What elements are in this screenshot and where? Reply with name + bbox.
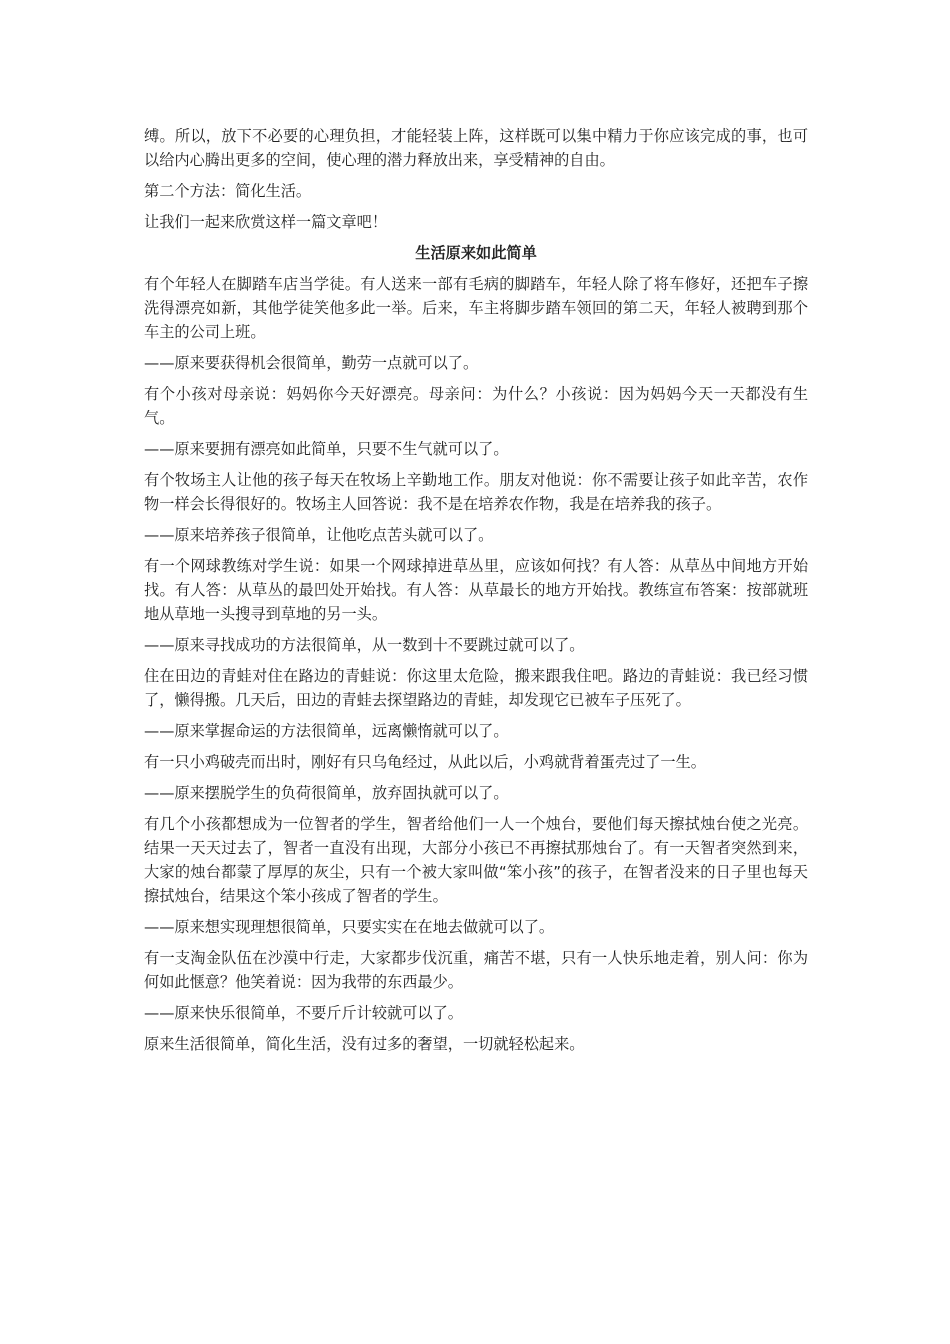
- story-paragraph: 住在田边的青蛙对住在路边的青蛙说：你这里太危险，搬来跟我住吧。路边的青蛙说：我已经习惯了，懒得搬。几天后，田边的青蛙去探望路边的青蛙，却发现它已被车子压死了。: [144, 667, 808, 709]
- conclusion-paragraph: 原来生活很简单，简化生活，没有过多的奢望，一切就轻松起来。: [144, 1035, 585, 1053]
- moral-line: ——原来摆脱学生的负荷很简单，放弃固执就可以了。: [144, 784, 509, 802]
- article-title: 生活原来如此简单: [415, 244, 537, 262]
- story-paragraph: 有个小孩对母亲说：妈妈你今天好漂亮。母亲问：为什么？小孩说：因为妈妈今天一天都没有生气。: [144, 385, 808, 427]
- intro-paragraph: 第二个方法：简化生活。: [144, 182, 312, 200]
- moral-line: ——原来掌握命运的方法很简单，远离懒惰就可以了。: [144, 722, 509, 740]
- moral-line: ——原来要获得机会很简单，勤劳一点就可以了。: [144, 354, 479, 372]
- moral-line: ——原来想实现理想很简单，只要实实在在地去做就可以了。: [144, 918, 555, 936]
- intro-paragraph: 让我们一起来欣赏这样一篇文章吧！: [144, 213, 387, 231]
- moral-line: ——原来寻找成功的方法很简单，从一数到十不要跳过就可以了。: [144, 636, 585, 654]
- story-paragraph: 有一只小鸡破壳而出时，刚好有只乌龟经过，从此以后，小鸡就背着蛋壳过了一生。: [144, 753, 706, 771]
- moral-line: ——原来要拥有漂亮如此简单，只要不生气就可以了。: [144, 440, 509, 458]
- story-paragraph: 有一个网球教练对学生说：如果一个网球掉进草丛里，应该如何找？有人答：从草丛中间地方开始找。有人答：从草丛的最凹处开始找。有人答：从草最长的地方开始找。教练宣布答案：按部就班地从草地一头搜寻到草地的另一头。: [144, 557, 808, 623]
- story-paragraph: 有一支淘金队伍在沙漠中行走，大家都步伐沉重，痛苦不堪，只有一人快乐地走着，别人问：你为何如此惬意？他笑着说：因为我带的东西最少。: [144, 949, 808, 991]
- moral-line: ——原来快乐很简单，不要斤斤计较就可以了。: [144, 1004, 463, 1022]
- moral-line: ——原来培养孩子很简单，让他吃点苦头就可以了。: [144, 526, 494, 544]
- document-page: [144, 124, 808, 1063]
- story-paragraph: 有个牧场主人让他的孩子每天在牧场上辛勤地工作。朋友对他说：你不需要让孩子如此辛苦，农作物一样会长得很好的。牧场主人回答说：我不是在培养农作物，我是在培养我的孩子。: [144, 471, 808, 513]
- intro-paragraph: 缚。所以，放下不必要的心理负担，才能轻装上阵，这样既可以集中精力于你应该完成的事，也可以给内心腾出更多的空间，使心理的潜力释放出来，享受精神的自由。: [144, 127, 808, 169]
- story-paragraph: 有个年轻人在脚踏车店当学徒。有人送来一部有毛病的脚踏车，年轻人除了将车修好，还把车子擦洗得漂亮如新，其他学徒笑他多此一举。后来，车主将脚步踏车领回的第二天，年轻人被聘到那个车主的公司上班。: [144, 275, 808, 341]
- story-paragraph: 有几个小孩都想成为一位智者的学生，智者给他们一人一个烛台，要他们每天擦拭烛台使之光亮。结果一天天过去了，智者一直没有出现，大部分小孩已不再擦拭那烛台了。有一天智者突然到来，大家的烛台都蒙了厚厚的灰尘，只有一个被大家叫做“笨小孩”的孩子，在智者没来的日子里也每天擦拭烛台，结果这个笨小孩成了智者的学生。: [144, 815, 808, 905]
